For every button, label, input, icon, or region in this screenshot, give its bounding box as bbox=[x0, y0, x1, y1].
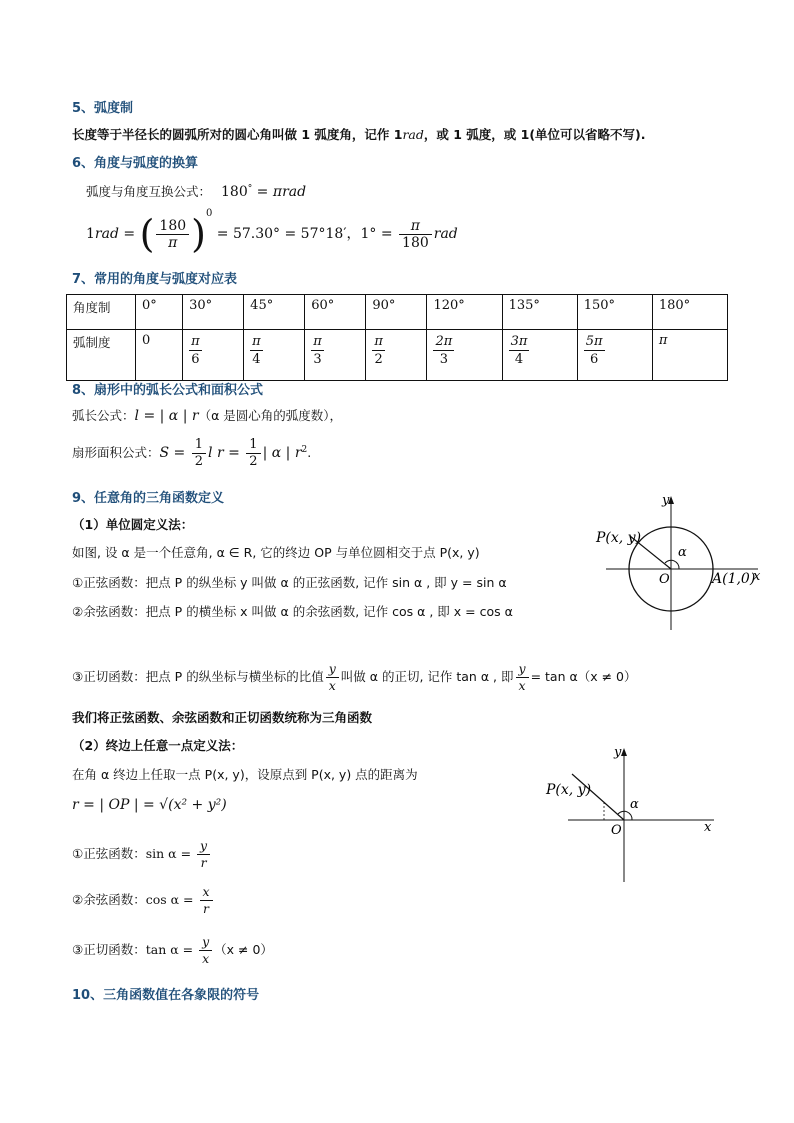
tan-frac-2 bbox=[516, 661, 529, 694]
radian-numerator: 3π bbox=[510, 334, 528, 349]
fig2-label-o: O bbox=[611, 823, 622, 838]
radian-numerator: 5π bbox=[585, 334, 603, 349]
radian-cell bbox=[366, 330, 427, 381]
radian-numerator: π bbox=[252, 334, 261, 349]
fig1-label-o: O bbox=[659, 572, 670, 587]
radian-numerator: 2π bbox=[435, 334, 453, 349]
f2-fraction bbox=[156, 218, 189, 251]
any-point-text: 在角 α 终边上任取一点 P(x, y)，设原点到 P(x, y) 点的距离为 bbox=[72, 767, 418, 782]
conversion-label: 弧度与角度互换公式： bbox=[86, 184, 212, 199]
radian-denominator: 6 bbox=[191, 352, 200, 367]
tan2-cond: （x ≠ 0） bbox=[214, 942, 273, 957]
f2-num2: π bbox=[399, 218, 432, 235]
radian-cell bbox=[502, 330, 577, 381]
degree-cell: 0° bbox=[136, 295, 183, 330]
radian-fraction bbox=[311, 333, 324, 368]
area-mid: l r = bbox=[208, 445, 245, 461]
sin2-lhs: sin α = bbox=[145, 846, 196, 861]
rad-unit: rad bbox=[402, 127, 424, 142]
degree-cell: 60° bbox=[305, 295, 366, 330]
tan-frac-2-den: x bbox=[518, 678, 526, 693]
radian-denominator: 6 bbox=[589, 352, 599, 367]
area-half-2 bbox=[246, 437, 260, 470]
arc-note: （α 是圆心角的弧度数）， bbox=[198, 408, 343, 423]
area-end: | α | r bbox=[262, 445, 302, 461]
radian-denominator: 3 bbox=[439, 352, 448, 367]
formula-eq: = bbox=[252, 184, 273, 200]
tan2-lhs: tan α = bbox=[145, 942, 198, 957]
radian-numerator: π bbox=[191, 334, 200, 349]
f2-rad2: rad bbox=[433, 226, 458, 242]
radian-cell bbox=[577, 330, 652, 381]
tan-frac-1 bbox=[326, 661, 339, 694]
tan2-label: ③正切函数： bbox=[72, 942, 146, 957]
radian-row-label: 弧制度 bbox=[67, 330, 136, 381]
degree-cell: 45° bbox=[244, 295, 305, 330]
sin2-num: y bbox=[197, 838, 210, 855]
cos2-lhs: cos α = bbox=[145, 892, 198, 907]
radian-fraction bbox=[250, 333, 263, 368]
arc-label: 弧长公式： bbox=[72, 408, 135, 423]
radian-fraction bbox=[189, 333, 202, 368]
conversion-formula-line bbox=[86, 182, 306, 200]
sin2-den: r bbox=[200, 855, 207, 870]
degree-cell: 180° bbox=[652, 295, 727, 330]
fig2-label-alpha: α bbox=[630, 797, 639, 812]
trig-summary: 我们将正弦函数、余弦函数和正切函数统称为三角函数 bbox=[72, 710, 373, 725]
tan2-num: y bbox=[199, 934, 212, 951]
area-sq: 2 bbox=[301, 444, 308, 455]
f2-rad: rad bbox=[94, 226, 119, 242]
area-s: S = bbox=[159, 445, 190, 461]
sin-unit-def: ①正弦函数：把点 P 的纵坐标 y 叫做 α 的正弦函数, 记作 sin α , 即 y = sin α bbox=[72, 575, 507, 590]
tan-def-b: 叫做 α 的正切, 记作 tan α , 即 bbox=[340, 669, 514, 684]
fig1-label-x: x bbox=[753, 569, 761, 584]
conversion-formula-2 bbox=[86, 208, 458, 256]
section-5-title: 5、弧度制 bbox=[72, 101, 134, 116]
section-8-title: 8、扇形中的弧长公式和面积公式 bbox=[72, 383, 264, 398]
degree-cell: 90° bbox=[366, 295, 427, 330]
radian-denominator: 3 bbox=[313, 352, 322, 367]
unit-circle-figure bbox=[588, 490, 768, 635]
cos2-den: r bbox=[203, 901, 210, 916]
fig2-angle-arc bbox=[618, 811, 632, 820]
fig2-y-arrow bbox=[621, 748, 627, 756]
tan2-den: x bbox=[202, 951, 210, 966]
sector-area-line bbox=[72, 437, 311, 470]
f2-eq: = bbox=[118, 226, 140, 242]
r-definition: r = | OP | = √(x² + y²) bbox=[72, 797, 227, 813]
arc-length-line bbox=[72, 406, 342, 424]
cos-unit-def: ②余弦函数：把点 P 的横坐标 x 叫做 α 的余弦函数, 记作 cos α , 即 x = cos α bbox=[72, 604, 513, 619]
radian-cell bbox=[427, 330, 502, 381]
degree-cell: 30° bbox=[183, 295, 244, 330]
radian-fraction bbox=[584, 333, 605, 368]
radian-numerator: π bbox=[313, 334, 322, 349]
terminal-point-figure bbox=[544, 740, 724, 885]
area-label: 扇形面积公式： bbox=[72, 445, 160, 460]
radian-cell bbox=[183, 330, 244, 381]
radian-denominator: 2 bbox=[374, 352, 383, 367]
f2-den: π bbox=[168, 234, 178, 251]
section-7-title: 7、常用的角度与弧度对应表 bbox=[72, 272, 238, 287]
section-10-title: 10、三角函数值在各象限的符号 bbox=[72, 988, 260, 1003]
section-5-text bbox=[72, 125, 646, 143]
degree-row-label: 角度制 bbox=[67, 295, 136, 330]
sub-1-title: （1）单位圆定义法： bbox=[72, 517, 194, 532]
cos2-label: ②余弦函数： bbox=[72, 892, 146, 907]
radian-denominator: 4 bbox=[252, 352, 261, 367]
sin2-frac bbox=[197, 838, 210, 871]
radian-definition-a: 长度等于半径长的圆弧所对的圆心角叫做 1 弧度角，记作 1 bbox=[72, 127, 403, 142]
tan-unit-def bbox=[72, 661, 636, 694]
fig1-label-p: P(x, y) bbox=[596, 530, 642, 546]
f2-exp: 0 bbox=[205, 208, 213, 219]
tan-frac-1-den: x bbox=[328, 678, 336, 693]
fig2-label-x: x bbox=[704, 820, 712, 835]
tan2-frac bbox=[199, 934, 212, 967]
area-half-den: 2 bbox=[194, 454, 204, 469]
radian-fraction bbox=[509, 333, 530, 368]
arc-formula: l = | α | r bbox=[134, 408, 199, 424]
f2-fraction-2 bbox=[399, 218, 432, 251]
fig1-angle-arc bbox=[665, 560, 679, 569]
fig1-label-y: y bbox=[662, 493, 670, 508]
radian-cell bbox=[244, 330, 305, 381]
tan-frac-1-num: y bbox=[326, 661, 339, 678]
tan-frac-2-num: y bbox=[516, 661, 529, 678]
cos2-num: x bbox=[200, 884, 213, 901]
radian-numerator: π bbox=[374, 334, 383, 349]
degree-cell: 120° bbox=[427, 295, 502, 330]
radian-cell bbox=[136, 330, 183, 381]
formula-180: 180 bbox=[221, 184, 248, 200]
f2-den2: 180 bbox=[402, 234, 429, 251]
area-dot: . bbox=[307, 445, 312, 460]
degree-cell: 150° bbox=[577, 295, 652, 330]
area-half-num: 1 bbox=[192, 437, 206, 454]
area-half2-den: 2 bbox=[249, 454, 258, 469]
f2-num: 180 bbox=[156, 218, 189, 235]
formula-deg: ° bbox=[247, 183, 253, 194]
radian-fraction bbox=[433, 333, 454, 368]
left-paren: ( bbox=[139, 212, 155, 256]
radian-cell bbox=[305, 330, 366, 381]
unit-circle-intro: 如图, 设 α 是一个任意角, α ∈ R, 它的终边 OP 与单位圆相交于点 P(x, y) bbox=[72, 545, 480, 560]
radian-definition-b: ，或 1 弧度，或 1(单位可以省略不写). bbox=[423, 127, 646, 142]
tan-def-a: ③正切函数：把点 P 的纵坐标与横坐标的比值 bbox=[72, 669, 324, 684]
angle-radian-table bbox=[66, 294, 728, 381]
radian-cell bbox=[652, 330, 727, 381]
section-6-title: 6、角度与弧度的换算 bbox=[72, 156, 199, 171]
section-9-title: 9、任意角的三角函数定义 bbox=[72, 491, 225, 506]
sin-any-def bbox=[72, 838, 212, 871]
f2-rest: = 57.30° = 57°18′，1° = bbox=[212, 226, 398, 242]
f2-one: 1 bbox=[86, 226, 95, 242]
tan-def-c: = tan α（x ≠ 0） bbox=[530, 669, 637, 684]
radian-row bbox=[67, 330, 728, 381]
sin2-label: ①正弦函数： bbox=[72, 846, 146, 861]
fig1-label-alpha: α bbox=[678, 545, 687, 560]
fig2-label-p: P(x, y) bbox=[546, 782, 592, 798]
cos2-frac bbox=[200, 884, 213, 917]
area-half2-num: 1 bbox=[246, 437, 260, 454]
fig2-label-y: y bbox=[614, 745, 622, 760]
tan-any-def bbox=[72, 934, 273, 967]
radian-value: 0 bbox=[142, 333, 151, 348]
cos-any-def bbox=[72, 884, 215, 917]
area-half-1 bbox=[192, 437, 206, 470]
sub-2-title: （2）终边上任意一点定义法： bbox=[72, 738, 244, 753]
formula-pi-rad: πrad bbox=[272, 184, 307, 200]
fig1-label-a: A(1,0) bbox=[712, 571, 756, 587]
radian-value: π bbox=[658, 333, 668, 348]
degree-cell: 135° bbox=[502, 295, 577, 330]
degree-row bbox=[67, 295, 728, 330]
radian-fraction bbox=[372, 333, 385, 368]
right-paren: ) bbox=[191, 212, 206, 256]
radian-denominator: 4 bbox=[514, 352, 524, 367]
